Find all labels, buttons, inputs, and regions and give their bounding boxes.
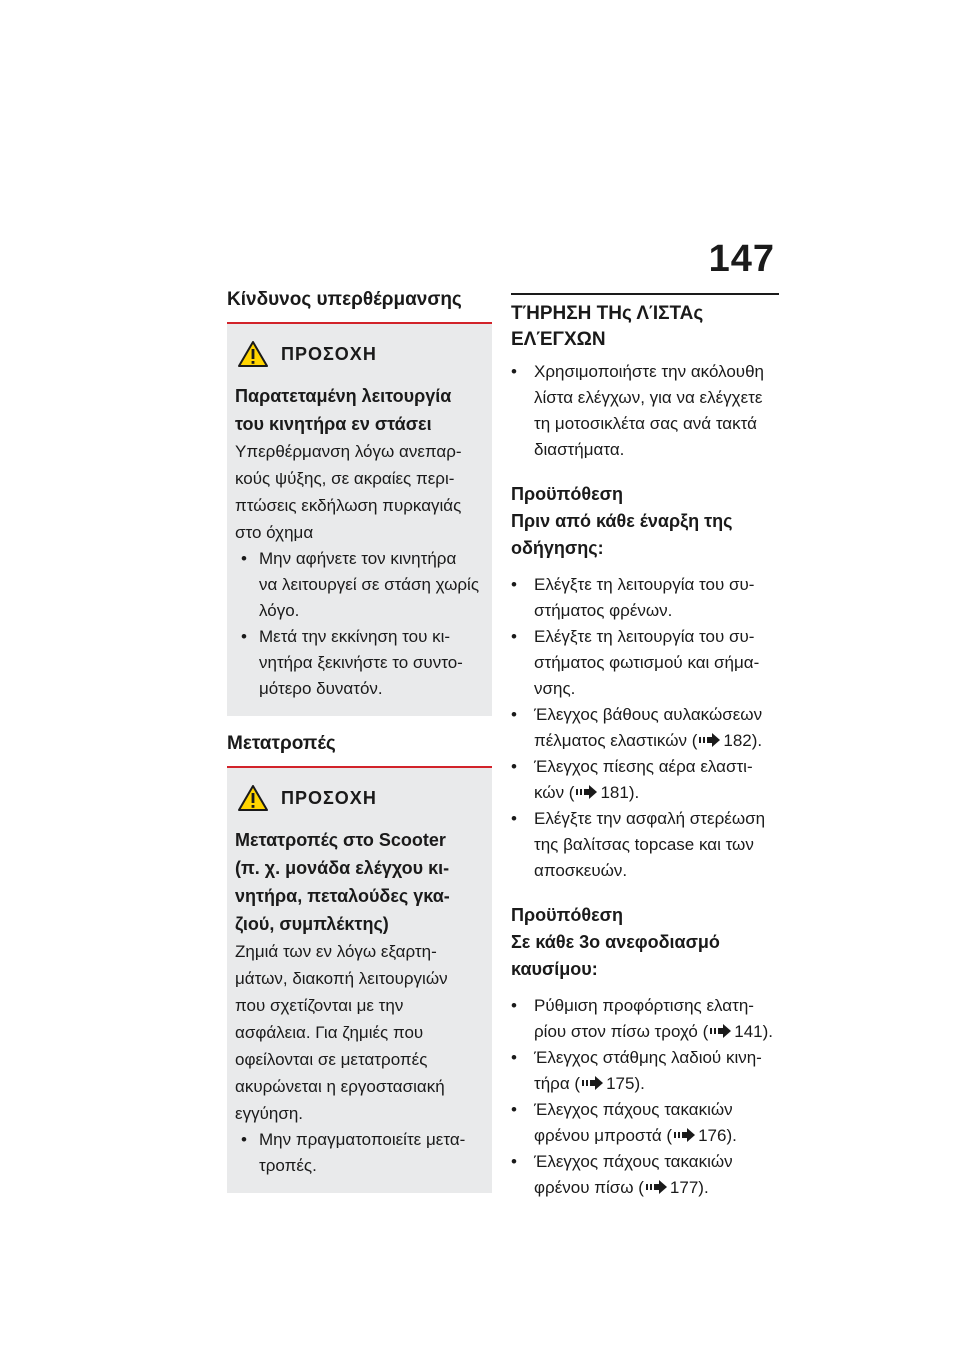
warning-header bbox=[237, 340, 484, 368]
page-reference-arrow-icon bbox=[699, 733, 721, 747]
black-rule bbox=[511, 293, 779, 295]
warning-subtitle: Μετατροπές στο Scooter (π. χ. μονάδα ελέγχου κι- νητήρα, πεταλούδες γκα- ζιού, συμπλέκτης) bbox=[235, 830, 450, 934]
list-item: • Μην αφήνετε τον κινητήρα να λειτουργεί σε στάση χωρίς λόγο. bbox=[235, 546, 484, 624]
left-column bbox=[227, 288, 492, 1193]
page-reference-arrow-icon bbox=[674, 1128, 696, 1142]
warning-bullets bbox=[235, 1127, 484, 1179]
modifications-heading: Μετατροπές bbox=[227, 733, 336, 754]
page-reference[interactable]: 141 bbox=[734, 1022, 763, 1041]
list-item: • Μην πραγματοποιείτε μετα- τροπές. bbox=[235, 1127, 484, 1179]
page-reference[interactable]: 182 bbox=[723, 731, 752, 750]
list-item: • Ελέγξτε την ασφαλή στερέωση της βαλίτσας topcase και των αποσκευών. bbox=[511, 806, 779, 884]
page-reference-arrow-icon bbox=[646, 1180, 668, 1194]
list-item: • Ελέγξτε τη λειτουργία του συ- στήματος φωτισμού και σήμα- νσης. bbox=[511, 624, 779, 702]
list-item: • Χρησιμοποιήστε την ακόλουθη λίστα ελέγχων, για να ελέγχετε τη μοτοσικλέτα σας ανά τακτά διαστήματα. bbox=[511, 359, 779, 463]
warning-subtitle: Παρατεταμένη λειτουργία του κινητήρα εν στάσει bbox=[235, 386, 452, 434]
warning-triangle-icon bbox=[237, 784, 269, 812]
modifications-warning-box bbox=[227, 768, 492, 1193]
page-reference[interactable]: 176 bbox=[698, 1126, 727, 1145]
page-reference[interactable]: 175 bbox=[606, 1074, 635, 1093]
overheat-warning-box bbox=[227, 324, 492, 716]
checklist-heading: ΤΉΡΗΣΗ ΤΗς ΛΊΣΤΑς ΕΛΈΓΧΩΝ bbox=[511, 303, 704, 350]
list-item: • Έλεγχος πάχους τακακιών φρένου μπροστά ( 176). bbox=[511, 1097, 779, 1149]
list-item: • Μετά την εκκίνηση του κι- νητήρα ξεκινήστε το συντο- μότερο δυνατόν. bbox=[235, 624, 484, 702]
list-item: • Έλεγχος στάθμης λαδιού κινη- τήρα ( 175). bbox=[511, 1045, 779, 1097]
page-reference-arrow-icon bbox=[576, 785, 598, 799]
page-reference[interactable]: 181 bbox=[600, 783, 629, 802]
right-column bbox=[511, 293, 779, 1201]
overheat-heading: Κίνδυνος υπερθέρμανσης bbox=[227, 289, 462, 310]
refuel-list bbox=[511, 993, 779, 1201]
refuel-heading: Προϋπόθεση Σε κάθε 3ο ανεφοδιασμό καυσίμου: bbox=[511, 905, 720, 979]
warning-label: ΠΡΟΣΟΧΗ bbox=[281, 787, 377, 808]
warning-bullets bbox=[235, 546, 484, 702]
before-ride-list bbox=[511, 572, 779, 884]
list-item: • Ρύθμιση προφόρτισης ελατη- ρίου στον πίσω τροχό ( 141). bbox=[511, 993, 779, 1045]
page-reference-arrow-icon bbox=[582, 1076, 604, 1090]
list-item: • Έλεγχος πάχους τακακιών φρένου πίσω ( 177). bbox=[511, 1149, 779, 1201]
page-reference-arrow-icon bbox=[710, 1024, 732, 1038]
warning-body: Ζημιά των εν λόγω εξαρτη- μάτων, διακοπή λειτουργιών που σχετίζονται με την ασφάλεια. Για ζημιές που οφείλονται σε μετατροπές ακυρώνεται η εργοστασιακή εγγύηση. bbox=[235, 942, 448, 1123]
warning-body: Υπερθέρμανση λόγω ανεπαρ- κούς ψύξης, σε ακραίες περι- πτώσεις εκδήλωση πυρκαγιάς στο όχημα bbox=[235, 442, 462, 542]
page-reference[interactable]: 177 bbox=[669, 1178, 699, 1197]
list-item: • Έλεγχος πίεσης αέρα ελαστι- κών ( 181). bbox=[511, 754, 779, 806]
list-item: • Ελέγξτε τη λειτουργία του συ- στήματος φρένων. bbox=[511, 572, 779, 624]
list-item: • Έλεγχος βάθους αυλακώσεων πέλματος ελαστικών ( 182). bbox=[511, 702, 779, 754]
page-number: 147 bbox=[708, 238, 775, 280]
intro-list bbox=[511, 359, 779, 463]
warning-header bbox=[237, 784, 484, 812]
warning-label: ΠΡΟΣΟΧΗ bbox=[281, 343, 377, 364]
warning-triangle-icon bbox=[237, 340, 269, 368]
before-ride-heading: Προϋπόθεση Πριν από κάθε έναρξη της οδήγησης: bbox=[511, 484, 733, 558]
